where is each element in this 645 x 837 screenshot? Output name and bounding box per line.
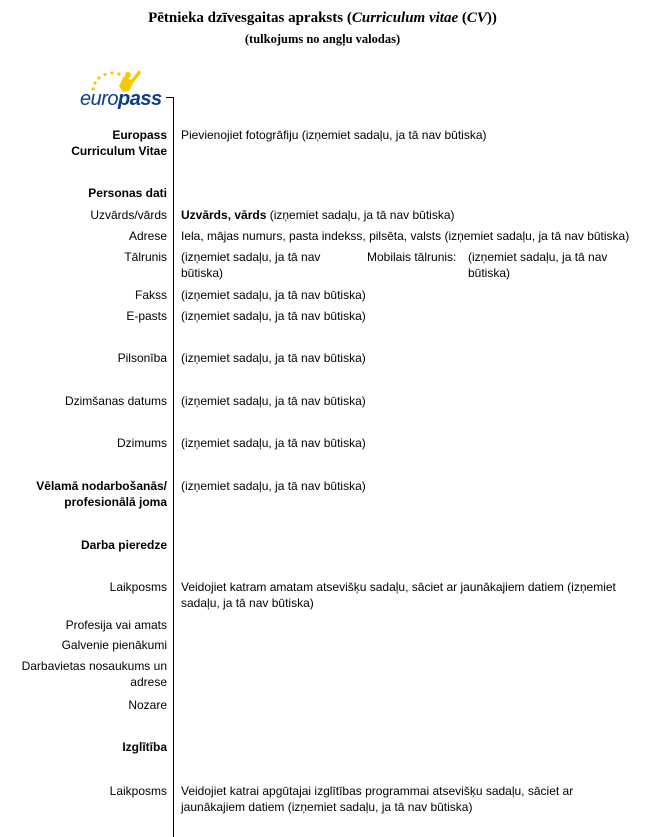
mobile-value xyxy=(468,249,607,281)
name-value-bold: Uzvārds, vārds xyxy=(181,208,267,222)
title-suffix: )) xyxy=(486,10,497,26)
document-subtitle: (tulkojums no angļu valodas) xyxy=(244,32,401,46)
vertical-divider xyxy=(173,97,174,837)
education-period-value xyxy=(181,783,573,815)
education-period-line2: jaunākajiem datiem (izņemiet sadaļu, ja tā nav būtiska) xyxy=(181,800,473,814)
education-period-label: Laikposms xyxy=(109,784,167,798)
desired-occupation-value: (izņemiet sadaļu, ja tā nav būtiska) xyxy=(181,479,366,493)
logo-text-euro: euro xyxy=(80,88,119,110)
europass-label-line1: Europass xyxy=(112,128,167,142)
name-value-rest: (izņemiet sadaļu, ja tā nav būtiska) xyxy=(266,208,455,222)
citizenship-label: Pilsonība xyxy=(117,351,167,365)
gender-value: (izņemiet sadaļu, ja tā nav būtiska) xyxy=(181,436,366,450)
education-period-line1: Veidojiet katrai apgūtajai izglītības programmai atsevišķu sadaļu, sāciet ar xyxy=(181,784,574,798)
citizenship-value: (izņemiet sadaļu, ja tā nav būtiska) xyxy=(181,351,366,365)
work-period-value xyxy=(181,579,616,611)
fax-value: (izņemiet sadaļu, ja tā nav būtiska) xyxy=(181,288,366,302)
employer-label-line2: adrese xyxy=(130,675,167,689)
mobile-label: Mobilais tālrunis: xyxy=(367,250,457,264)
mobile-value-line1: (izņemiet sadaļu, ja tā nav xyxy=(468,250,608,264)
title-prefix: Pētnieka dzīvesgaitas apraksts ( xyxy=(148,10,352,26)
phone-value-line1: (izņemiet sadaļu, ja tā nav xyxy=(181,250,321,264)
name-label: Uzvārds/vārds xyxy=(90,208,167,222)
document-title xyxy=(0,10,645,27)
education-section-title: Izglītība xyxy=(122,740,167,754)
mobile-value-line2: būtiska) xyxy=(468,266,511,280)
phone-value xyxy=(181,249,320,281)
employer-label-line1: Darbavietas nosaukums un xyxy=(21,659,167,673)
fax-label: Fakss xyxy=(134,288,167,302)
desired-label-line2: profesionālā joma xyxy=(64,495,167,509)
personal-section-title: Personas dati xyxy=(88,186,167,200)
work-period-line2: sadaļu, ja tā nav būtiska) xyxy=(181,596,314,610)
birthdate-value: (izņemiet sadaļu, ja tā nav būtiska) xyxy=(181,394,366,408)
title-mid: ( xyxy=(458,10,467,26)
sector-label: Nozare xyxy=(128,698,167,712)
europass-label-line2: Curriculum Vitae xyxy=(71,144,167,158)
title-italic-cv-latin: Curriculum vitae xyxy=(351,10,459,26)
duties-label: Galvenie pienākumi xyxy=(61,638,167,652)
work-period-label: Laikposms xyxy=(109,580,167,594)
name-value xyxy=(181,207,454,223)
logo-text-pass: pass xyxy=(118,88,162,110)
phone-value-line2: būtiska) xyxy=(181,266,224,280)
desired-occupation-label xyxy=(36,478,167,510)
profession-label: Profesija vai amats xyxy=(65,618,167,632)
address-label: Adrese xyxy=(128,229,167,243)
employer-label xyxy=(22,658,167,690)
europass-label xyxy=(71,127,167,159)
europass-logo xyxy=(78,66,178,112)
gender-label: Dzimums xyxy=(117,436,167,450)
work-period-line1: Veidojiet katram amatam atsevišķu sadaļu, sāciet ar jaunākajiem datiem (izņemiet xyxy=(181,580,616,594)
email-value: (izņemiet sadaļu, ja tā nav būtiska) xyxy=(181,309,366,323)
work-section-title: Darba pieredze xyxy=(80,538,167,552)
email-label: E-pasts xyxy=(126,309,167,323)
desired-label-line1: Vēlamā nodarbošanās/ xyxy=(36,479,167,493)
title-italic-cv: CV xyxy=(466,10,487,26)
phone-label: Tālrunis xyxy=(124,250,167,264)
address-value: Iela, mājas numurs, pasta indekss, pilsēta, valsts (izņemiet sadaļu, ja tā nav būtiska) xyxy=(181,229,630,243)
birthdate-label: Dzimšanas datums xyxy=(64,394,167,408)
photo-instruction: Pievienojiet fotogrāfiju (izņemiet sadaļu, ja tā nav būtiska) xyxy=(181,128,487,142)
